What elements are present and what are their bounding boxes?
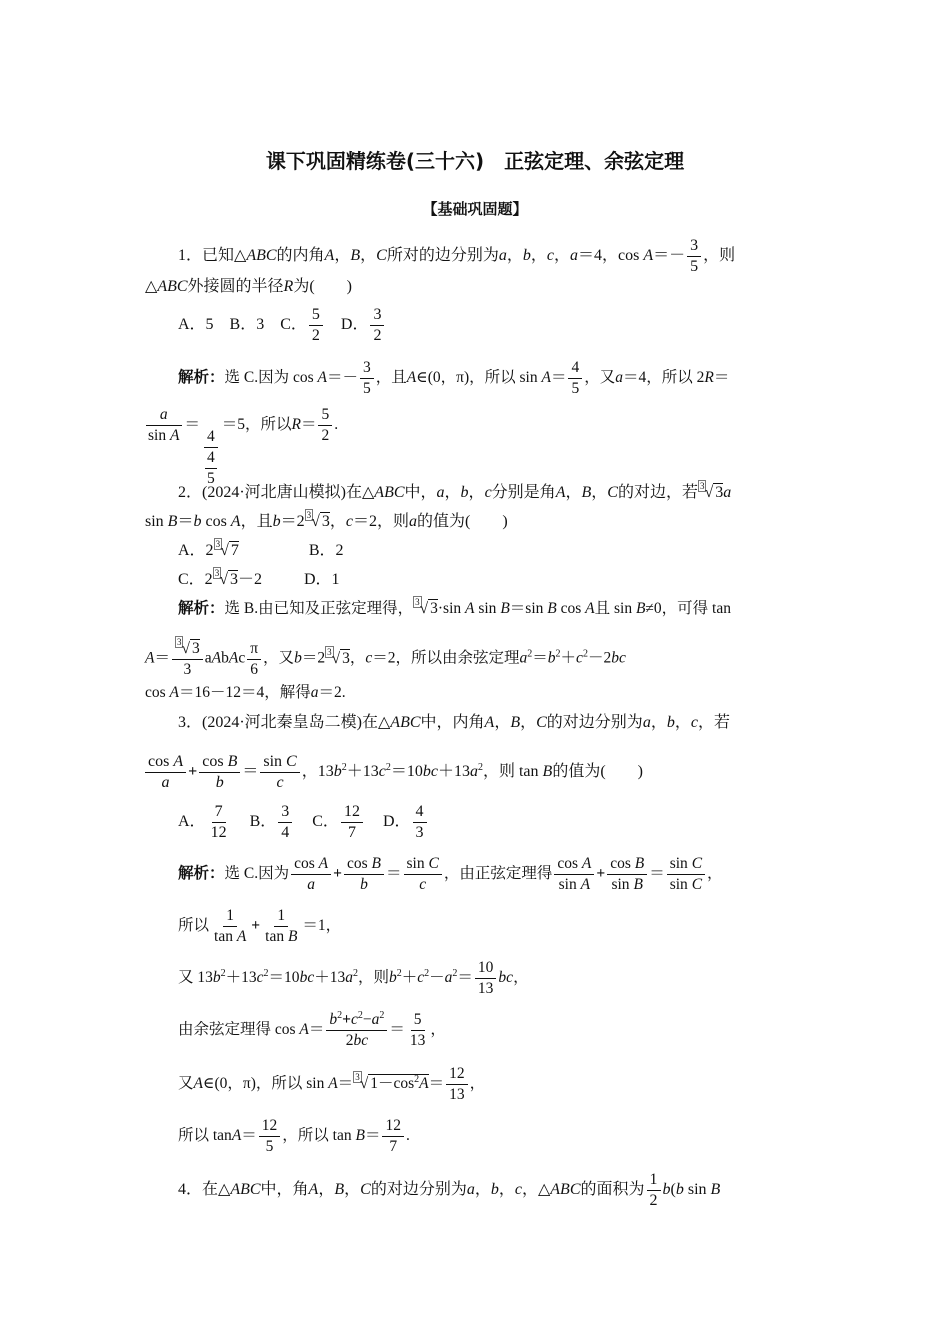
q3-solution-line4: 由余弦定理得 cos A＝ $\frac{b^2+c^2-a^2}{2bc}$ ＝ $\frac{5}{13}$ ，: [178, 1010, 446, 1049]
q3-solution-line2: 所以 $\frac{1}{\text{tan A}}$ + $\frac{1}{\text{tan B}}$ ＝1，: [178, 907, 342, 945]
q2-solution-line2: A＝ $\frac{^3√ 3}{3}$ aAbAc $\frac{\pi}{6}$ ，又b＝2 $^3$√ 3，c＝2，所以由余弦定理$a^2=b^2+c^2-2bc$: [145, 637, 626, 678]
q1-line1: 1．已知△ABC的内角A，B，C所对的边分别为a，b，c，a＝4，cos A＝－ $\frac{3}{5}$ ，则: [178, 237, 736, 275]
q1-options: A．5 B．3 C． $\frac{5}{2}$ D． $\frac{3}{2}$: [178, 305, 802, 346]
q3-line1: 3．(2024·河北秦皇岛二模)在△ABC中，内角A，B，C的对边分别为a，b，c，若: [178, 714, 730, 731]
radical: $^3$√ 3: [699, 481, 724, 501]
q3-solution-line3: 又 $13b^2+13c^2=10bc+13a^2$，则$b^2+c^2-a^2=$ $\frac{10}{13}$ bc，: [178, 959, 529, 997]
q2-options-row2: C．2 $^3$√ 3－2 D．1: [178, 568, 340, 588]
q3-solution-line1: 解析：选 C.因为 $\frac{\text{cos A}}{a}$ + $\frac{\text{cos B}}{b}$ ＝ $\frac{\text{sin C}}{c}$ ，由正弦定理得 $\frac{\text{cos A}}{\text{sin A}}$ + $\frac{\text{cos B}}{\text{sin B}}$ ＝ $\frac{\text{sin C}}{\text{sin C}}$ ，: [178, 855, 723, 893]
q3-line2: $\frac{\text{cos A}}{a}$ + $\frac{\text{cos B}}{b}$ ＝ $\frac{\text{sin C}}{c}$ ，$13b^2+13c^2=10bc+13a^2$，则 tan B的值为( ): [145, 752, 802, 793]
q2-solution-line3: cos A＝16－12＝4，解得a＝2.: [145, 684, 346, 701]
q1-solution-line1: 解析：选 C.因为 cos A＝－ $\frac{3}{5}$ ，且A∈(0，π)，所以 sin A＝ $\frac{4}{5}$ ，又a＝4，所以 2R＝: [178, 359, 730, 397]
q2-line2: sin B＝b cos A，且b＝2 $^3$√ 3，c＝2，则a的值为( ): [145, 510, 508, 530]
section-heading: 【基础巩固题】: [422, 200, 528, 218]
q3-options: A． $\frac{7}{12}$ B． $\frac{3}{4}$ C． $\frac{12}{7}$ D． $\frac{4}{3}$: [178, 802, 802, 843]
q2-line1: 2．(2024·河北唐山模拟)在△ABC中，a，b，c分别是角A，B，C的对边，若 $^3$√ 3a: [178, 481, 732, 501]
q2-solution-line1: 解析：选 B.由已知及正弦定理得， $^3$√ 3·sin A sin B＝sin B cos A且 sin B≠0，可得 tan: [178, 597, 731, 617]
q4-line1: 4．在△ABC中，角A，B，C的对边分别为a，b，c，△ABC的面积为 $\frac{1}{2}$ b(b sin B: [178, 1171, 721, 1209]
q3-solution-line6: 所以 tanA＝ $\frac{12}{5}$ ，所以 tan B＝ $\frac{12}{7}$ .: [178, 1117, 410, 1155]
q3-solution-line5: 又A∈(0，π)，所以 sin A＝ $^3$√ $1-\cos^2A=$ $\frac{12}{13}$ ，: [178, 1065, 486, 1103]
q1-line2: △ABC外接圆的半径R为( ): [145, 278, 352, 295]
q1-solution-line2: $\frac{a}{\text{sin A}}$ ＝ $\frac{4}{\frac{4}{5}}$ ＝5，所以R＝ $\frac{5}{2}$ .: [145, 405, 802, 489]
fraction: $\frac{3}{5}$: [687, 236, 701, 277]
page-title: 课下巩固精练卷(三十六) 正弦定理、余弦定理: [265, 149, 685, 173]
q2-options-row1: A．2 $^3$√ 7 B．2: [178, 539, 344, 559]
